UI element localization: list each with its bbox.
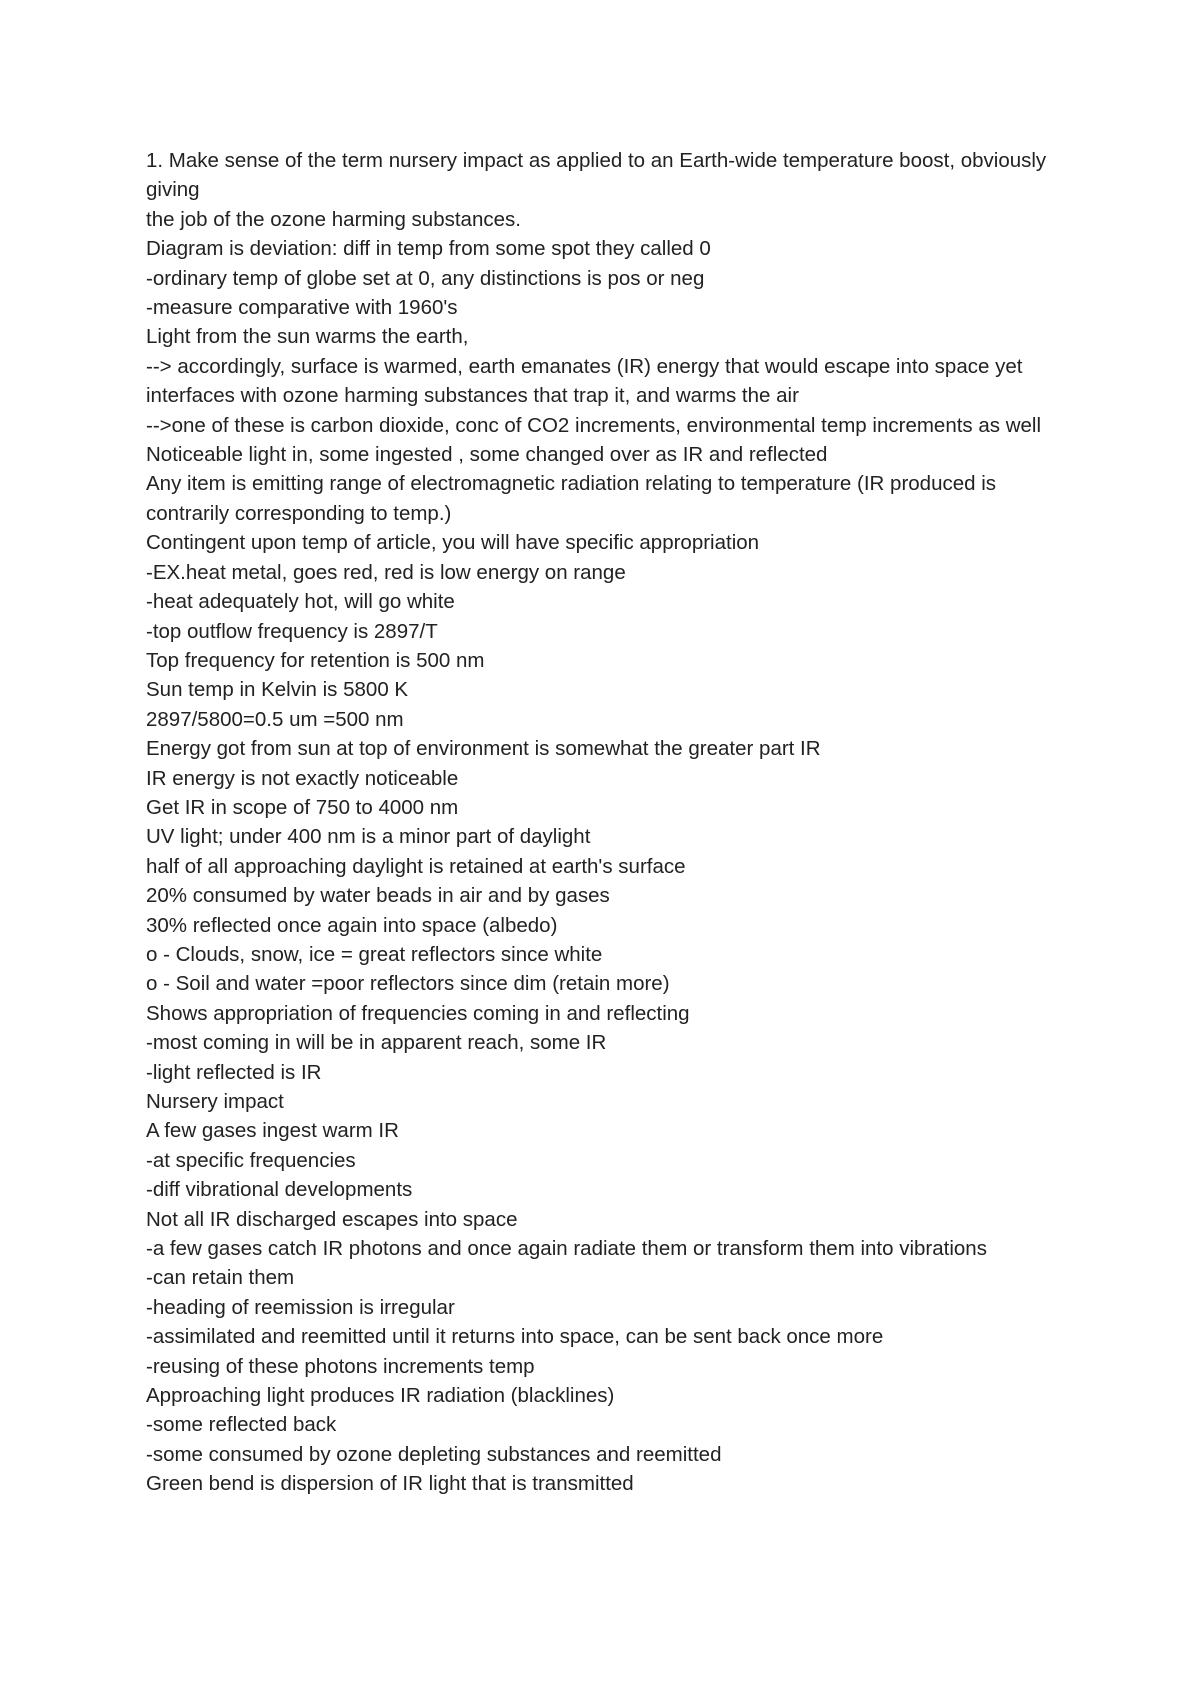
document-body — [146, 146, 1076, 1499]
text-line: -light reflected is IR — [146, 1060, 322, 1084]
text-line: -heading of reemission is irregular — [146, 1295, 455, 1319]
text-line: Green bend is dispersion of IR light that is transmitted — [146, 1472, 634, 1496]
text-line: Approaching light produces IR radiation (blacklines) — [146, 1384, 615, 1408]
text-line: Energy got from sun at top of environment is somewhat the greater part IR — [146, 737, 821, 761]
text-line: 2897/5800=0.5 um =500 nm — [146, 707, 404, 731]
text-line: Sun temp in Kelvin is 5800 K — [146, 678, 409, 702]
text-line: -measure comparative with 1960's — [146, 296, 458, 320]
text-line: Contingent upon temp of article, you will have specific appropriation — [146, 531, 760, 555]
text-line: -assimilated and reemitted until it returns into space, can be sent back once more — [146, 1325, 884, 1349]
text-line: o - Clouds, snow, ice = great reflectors since white — [146, 942, 603, 966]
text-line: 30% reflected once again into space (albedo) — [146, 913, 558, 937]
text-line: half of all approaching daylight is retained at earth's surface — [146, 854, 686, 878]
text-line: 20% consumed by water beads in air and by gases — [146, 884, 610, 908]
text-line: -a few gases catch IR photons and once again radiate them or transform them into vibrations — [146, 1237, 987, 1261]
text-line: UV light; under 400 nm is a minor part of daylight — [146, 825, 591, 849]
text-line: Nursery impact — [146, 1090, 284, 1113]
text-line: -heat adequately hot, will go white — [146, 590, 455, 614]
text-line: -some consumed by ozone depleting substances and reemitted — [146, 1442, 722, 1466]
text-line: -top outflow frequency is 2897/T — [146, 619, 438, 643]
text-line: Light from the sun warms the earth, — [146, 325, 469, 349]
text-line: -diff vibrational developments — [146, 1178, 413, 1202]
text-line: -ordinary temp of globe set at 0, any distinctions is pos or neg — [146, 266, 705, 290]
text-line: 1. Make sense of the term nursery impact as applied to an Earth-wide temperature boost, obviously giving — [146, 149, 1052, 202]
text-line: interfaces with ozone harming substances that trap it, and warms the air — [146, 384, 799, 408]
text-line: -reusing of these photons increments temp — [146, 1354, 535, 1378]
text-line: Top frequency for retention is 500 nm — [146, 648, 485, 672]
text-line: IR energy is not exactly noticeable — [146, 766, 459, 790]
text-line: Shows appropriation of frequencies coming in and reflecting — [146, 1001, 690, 1025]
text-line: o - Soil and water =poor reflectors since dim (retain more) — [146, 972, 670, 996]
text-line: -most coming in will be in apparent reach, some IR — [146, 1031, 607, 1055]
text-line: the job of the ozone harming substances. — [146, 207, 521, 231]
text-line: Get IR in scope of 750 to 4000 nm — [146, 795, 459, 819]
text-line: -some reflected back — [146, 1413, 337, 1437]
text-line: -can retain them — [146, 1266, 295, 1290]
text-line: Diagram is deviation: diff in temp from some spot they called 0 — [146, 237, 711, 261]
text-line: Noticeable light in, some ingested , some changed over as IR and reflected — [146, 443, 828, 467]
text-line: A few gases ingest warm IR — [146, 1119, 399, 1143]
text-line: --> accordingly, surface is warmed, earth emanates (IR) energy that would escape into space yet — [146, 354, 1023, 378]
text-line: -EX.heat metal, goes red, red is low energy on range — [146, 560, 626, 584]
text-line: Not all IR discharged escapes into space — [146, 1207, 518, 1231]
text-line: Any item is emitting range of electromagnetic radiation relating to temperature (IR produced is contrarily corresponding to temp.) — [146, 472, 1002, 525]
text-line: -at specific frequencies — [146, 1148, 356, 1172]
text-line: -->one of these is carbon dioxide, conc of CO2 increments, environmental temp increments as well — [146, 413, 1042, 437]
